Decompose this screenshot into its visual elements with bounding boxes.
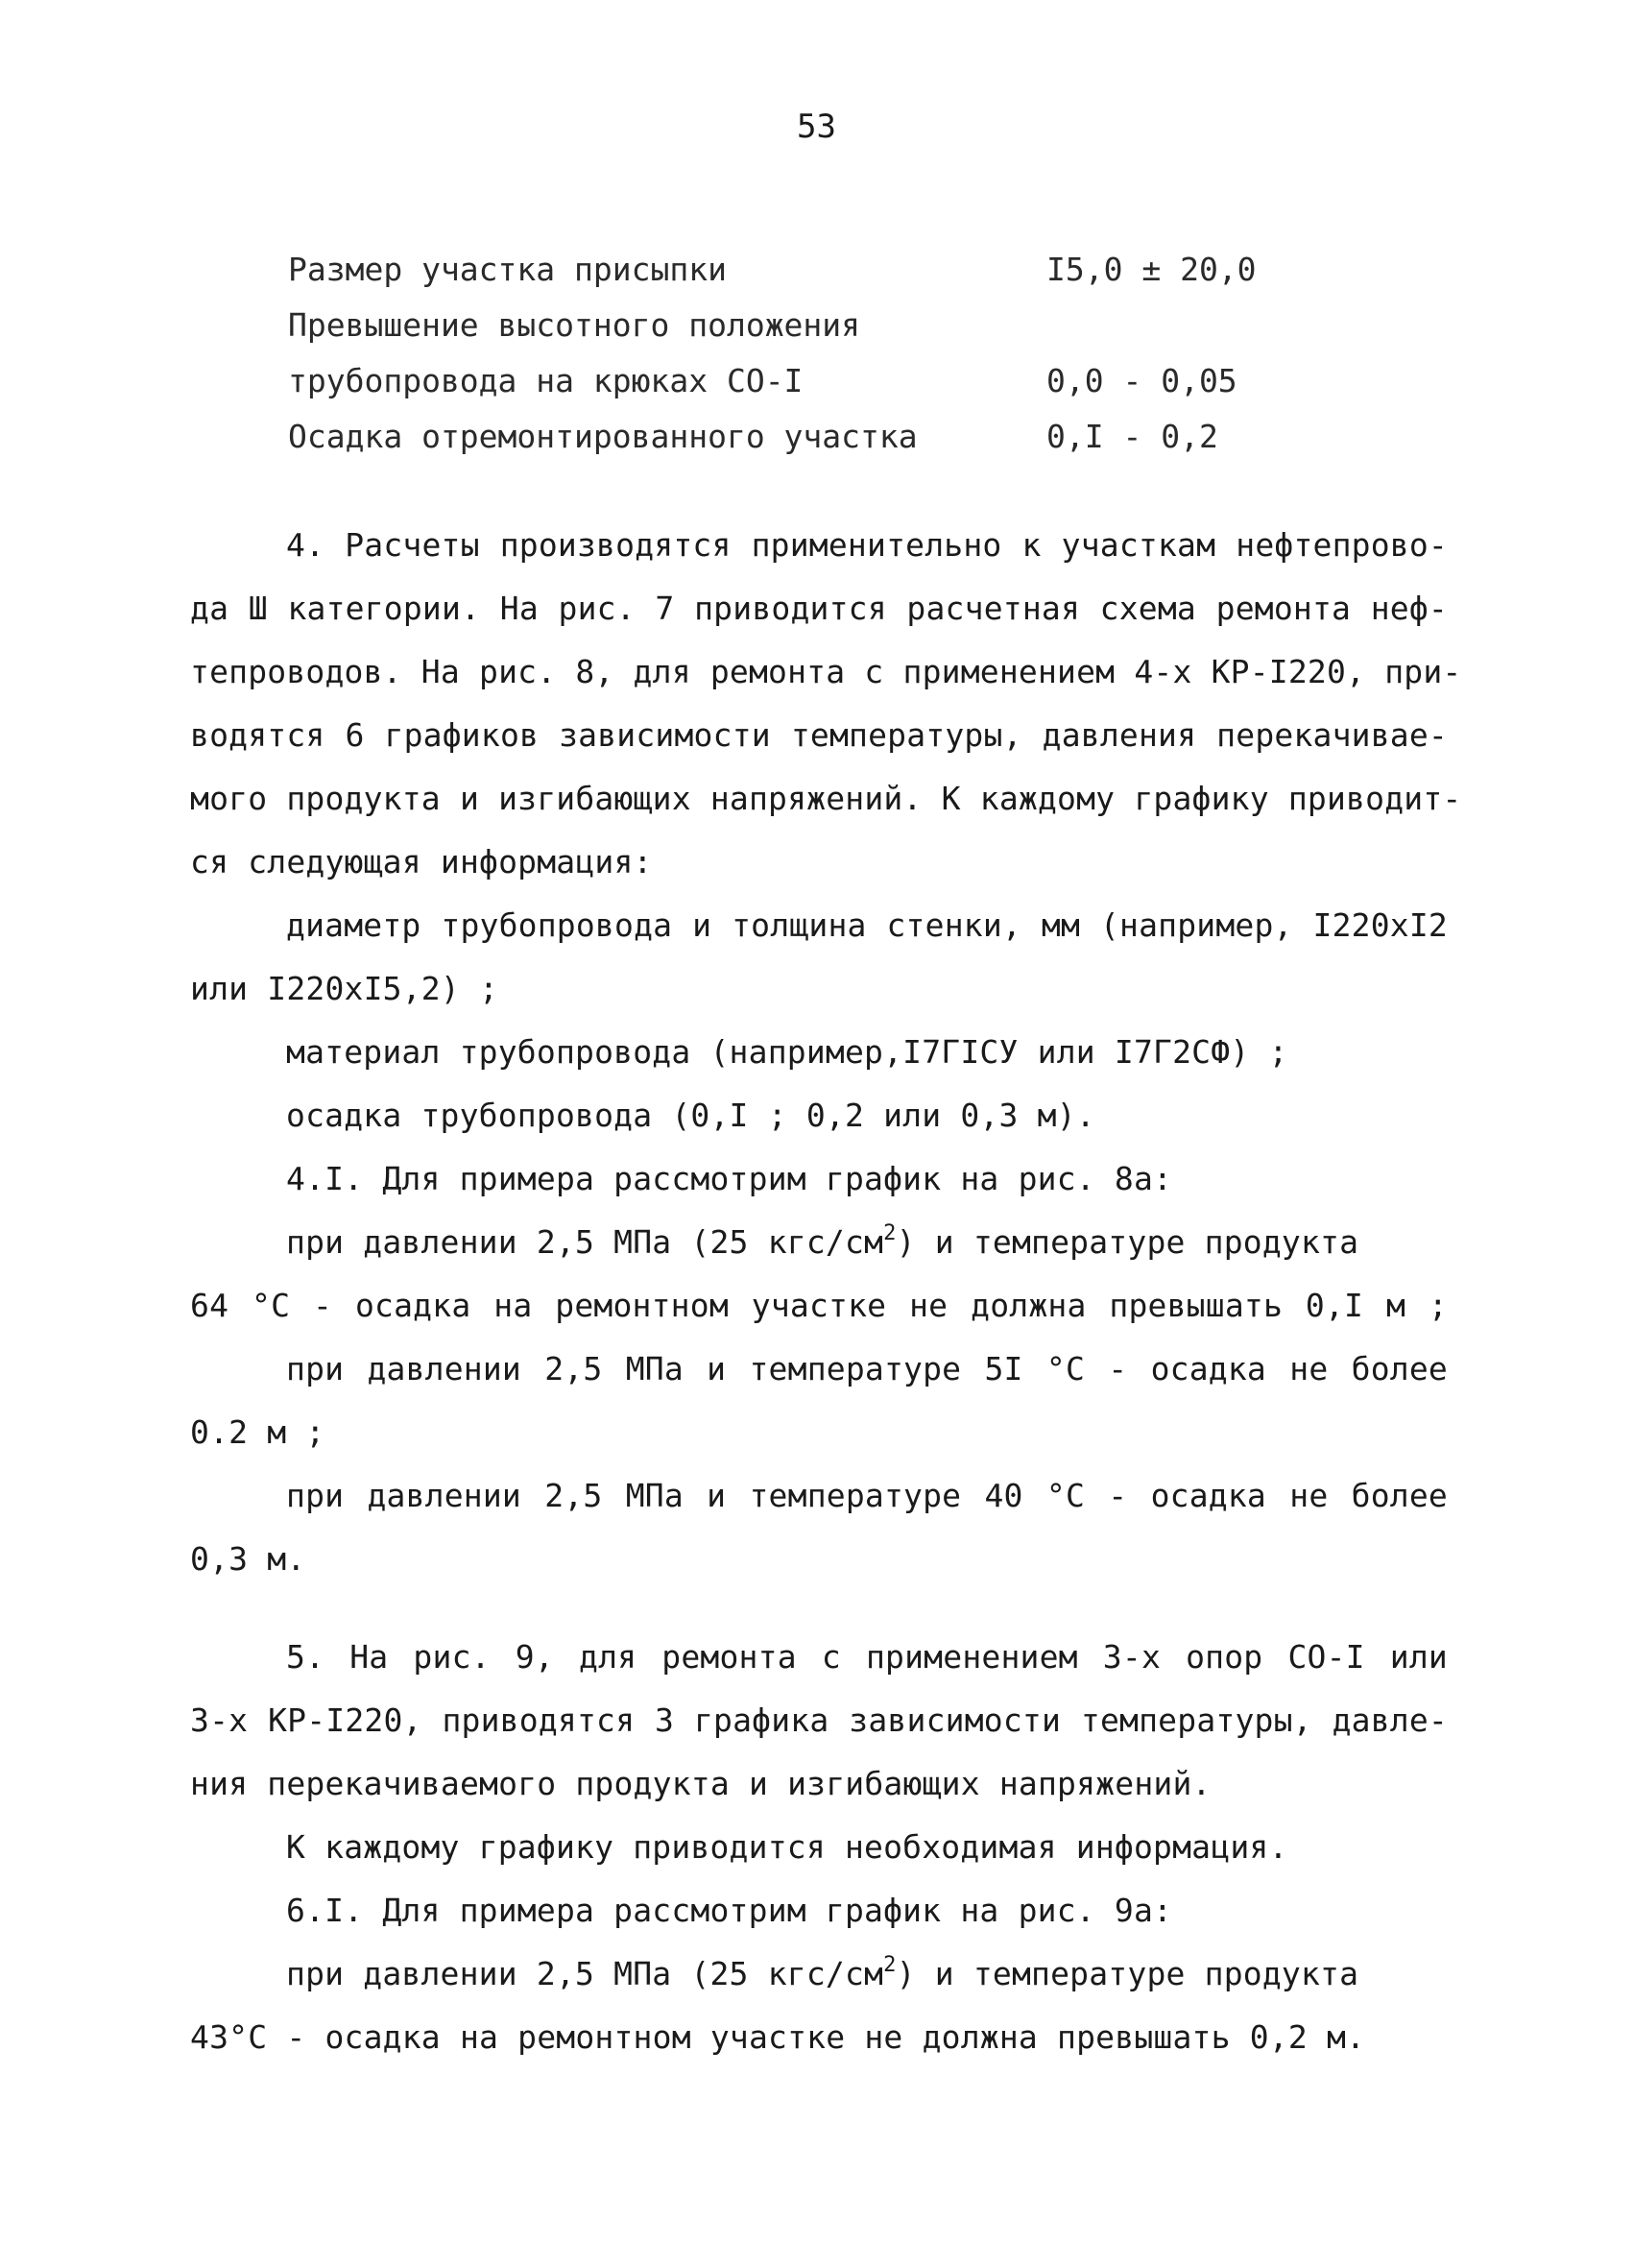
paragraph-4-line: водятся 6 графиков зависимости температуры, давления перекачивае- xyxy=(190,716,1448,754)
list-item-diameter-cont: или I220хI5,2) ; xyxy=(190,970,499,1007)
paragraph-5-line: ния перекачиваемого продукта и изгибающих напряжений. xyxy=(190,1765,1212,1802)
list-item-osadka: осадка трубопровода (0,I ; 0,2 или 0,3 м). xyxy=(286,1097,1095,1134)
table-row-value: I5,0 ± 20,0 xyxy=(1046,251,1257,288)
section-4-1-heading: 4.I. Для примера рассмотрим график на рис. 8а: xyxy=(286,1160,1173,1197)
page-number: 53 xyxy=(797,108,836,146)
table-row xyxy=(288,409,1296,465)
paragraph-4-line: да Ш категории. На рис. 7 приводится расчетная схема ремонта неф- xyxy=(190,590,1448,627)
table-row-label: Размер участка присыпки xyxy=(288,251,727,288)
table-row-label: Превышение высотного положения xyxy=(288,306,861,344)
example-line: при давлении 2,5 МПа и температуре 5I °С - осадка не более xyxy=(286,1350,1448,1387)
paragraph-4-line: ся следующая информация: xyxy=(190,843,653,881)
parameters-table xyxy=(288,242,1296,465)
paragraph-5-line: 5. На рис. 9, для ремонта с применением 3-х опор СО-I или xyxy=(286,1638,1448,1676)
example-line: 43°С - осадка на ремонтном участке не должна превышать 0,2 м. xyxy=(190,2018,1366,2056)
table-row-value: 0,I - 0,2 xyxy=(1046,418,1218,455)
example-line: 64 °С - осадка на ремонтном участке не должна превышать 0,I м ; xyxy=(190,1287,1448,1324)
table-row xyxy=(288,298,1296,409)
paragraph-4-line: 4. Расчеты производятся применительно к участкам нефтепрово- xyxy=(286,526,1448,564)
table-row xyxy=(288,242,1296,298)
table-row-value: 0,0 - 0,05 xyxy=(1046,362,1237,399)
paragraph-4-line: мого продукта и изгибающих напряжений. К каждому графику приводит- xyxy=(190,780,1462,817)
table-row-label: Осадка отремонтированного участка xyxy=(288,418,918,455)
example-line: 0.2 м ; xyxy=(190,1413,325,1451)
list-item-material: материал трубопровода (например,I7ГIСУ или I7Г2СФ) ; xyxy=(286,1033,1288,1071)
info-line: К каждому графику приводится необходимая информация. xyxy=(286,1828,1288,1866)
list-item-diameter: диаметр трубопровода и толщина стенки, мм (например, I220хI2 xyxy=(286,906,1448,944)
example-line: при давлении 2,5 МПа (25 кгс/$см^2$) и температуре продукта xyxy=(286,1221,1359,1261)
example-line: 0,3 м. xyxy=(190,1540,306,1578)
example-line: при давлении 2,5 МПа (25 кгс/$см^2$) и температуре продукта xyxy=(286,1953,1359,1992)
section-6-1-heading: 6.I. Для примера рассмотрим график на рис. 9а: xyxy=(286,1892,1173,1929)
paragraph-4-line: тепроводов. На рис. 8, для ремонта с применением 4-х КР-I220, при- xyxy=(190,653,1462,690)
paragraph-5-line: 3-х КР-I220, приводятся 3 графика зависимости температуры, давле- xyxy=(190,1701,1448,1739)
table-row-label: трубопровода на крюках СО-I xyxy=(288,362,804,399)
example-line: при давлении 2,5 МПа и температуре 40 °С - осадка не более xyxy=(286,1477,1448,1514)
